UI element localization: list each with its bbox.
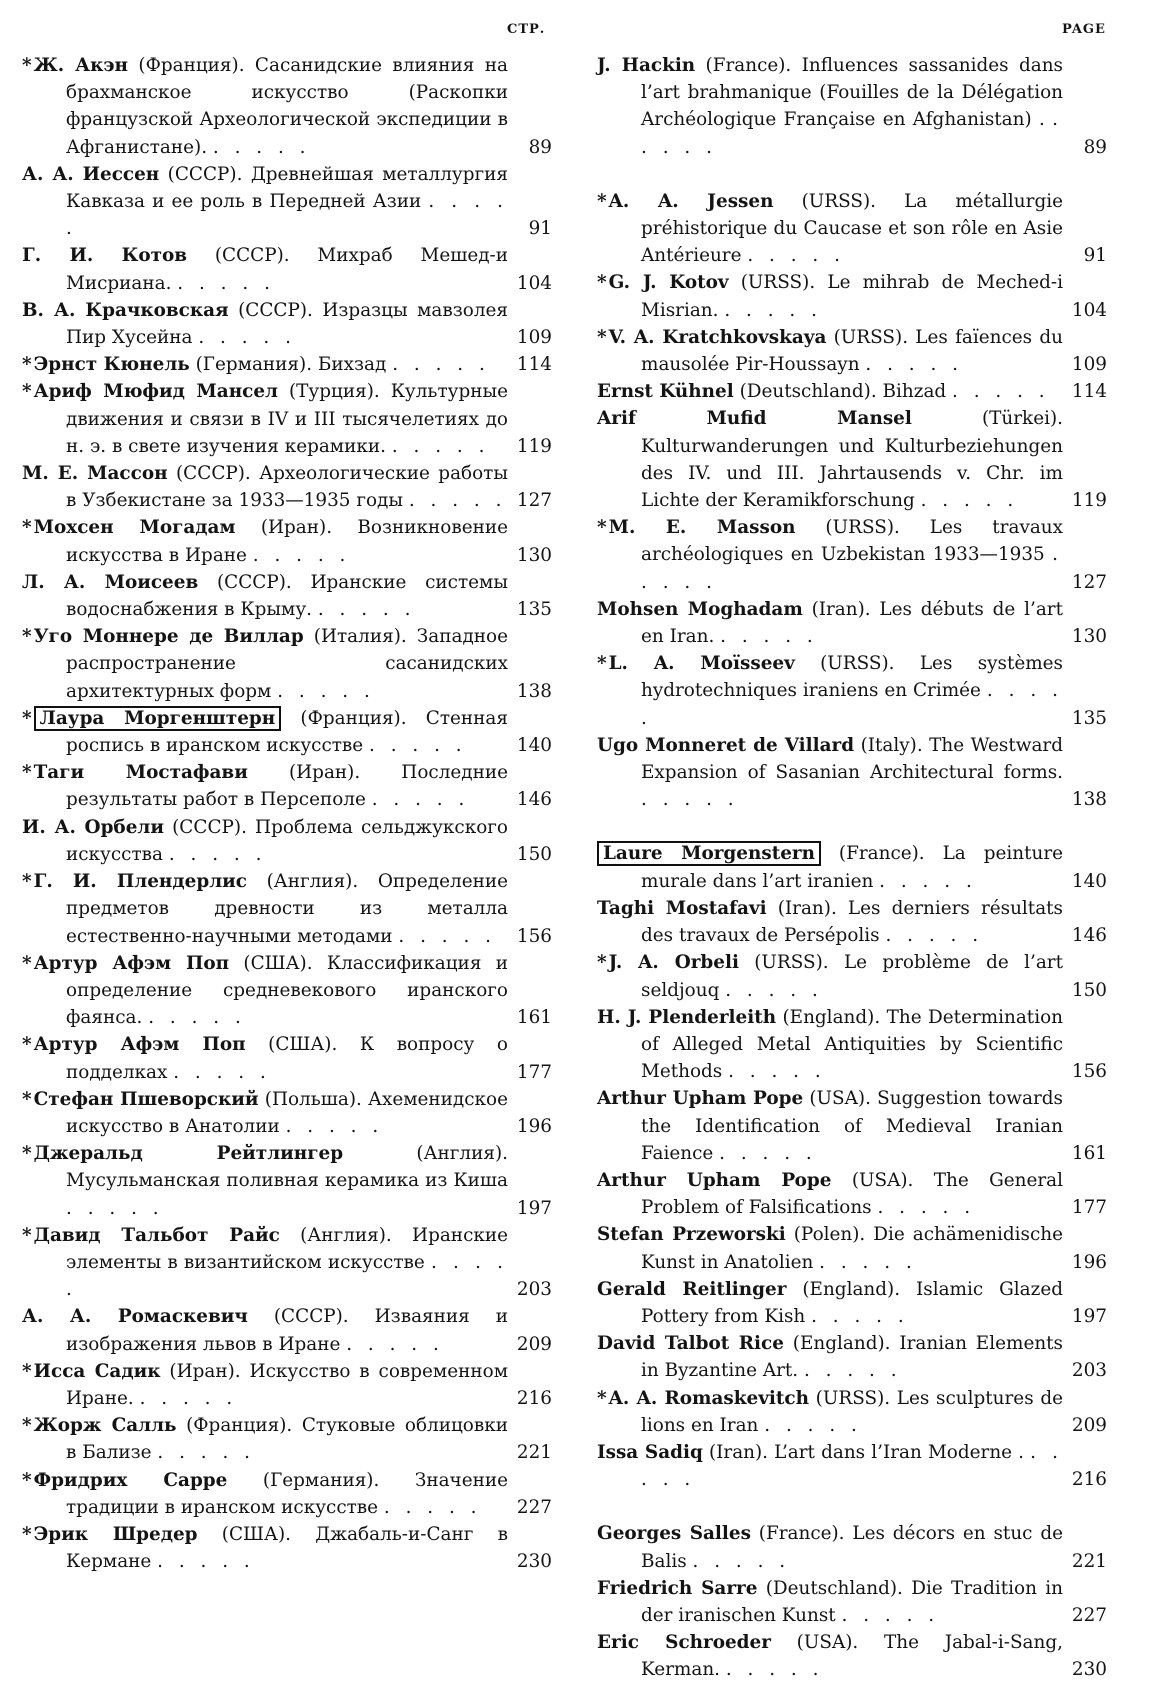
- toc-entry: [597, 269, 1107, 323]
- toc-entry: [22, 52, 552, 161]
- entry-page-number: 221: [516, 1442, 552, 1464]
- entry-page-number: 130: [516, 544, 552, 566]
- entry-author-name: J. Hackin: [597, 55, 696, 76]
- entry-star-mark: *: [597, 272, 607, 294]
- entry-title-text: (England). Iranian Elements in Byzantine Art.: [641, 1333, 1063, 1382]
- entry-spacer: [597, 161, 1107, 188]
- entry-title-text: (England). Islamic Glazed Pottery from Kish: [641, 1278, 1063, 1327]
- toc-entry: [22, 705, 552, 759]
- toc-entry: [22, 759, 552, 813]
- entry-title-text: (Франция). Стенная роспись в иранском искусстве: [66, 707, 508, 757]
- entry-page-number: 209: [516, 1333, 552, 1355]
- dot-leader: . . . . .: [408, 490, 507, 512]
- entry-star-mark: *: [22, 1360, 32, 1382]
- entry-page-number: 104: [1071, 299, 1107, 321]
- entry-star-mark: *: [597, 517, 607, 539]
- dot-leader: . . . . .: [371, 789, 470, 811]
- entry-title-text: (URSS). Les travaux archéologiques en Uzbekistan 1933—1935: [641, 517, 1064, 566]
- entry-title-text: (Deutschland). Die Tradition in der iranischen Kunst: [641, 1577, 1063, 1626]
- dot-leader: . . . . .: [212, 136, 311, 158]
- entry-title-text: (Iran). Les derniers résultats des travaux de Persépolis: [641, 897, 1063, 947]
- dot-leader: . . . . .: [641, 789, 739, 811]
- entry-page-number: 203: [516, 1279, 552, 1301]
- toc-entry: [597, 732, 1107, 814]
- entry-page-number: 109: [516, 327, 552, 349]
- toc-entry: [22, 1031, 552, 1085]
- toc-entry: [597, 1167, 1107, 1221]
- toc-entry: [22, 1412, 552, 1466]
- entry-author-name: Eric Schroeder: [597, 1632, 771, 1654]
- entry-author-name: А. А. Ромаскевич: [22, 1306, 248, 1328]
- entry-author-name: Gerald Reitlinger: [597, 1278, 787, 1300]
- toc-entry: [597, 1221, 1107, 1275]
- toc-entry: [22, 1303, 552, 1357]
- toc-entry: [597, 1629, 1107, 1683]
- entry-title-text: (Франция). Стуковые облицовки в Бализе: [66, 1415, 508, 1464]
- entry-page-number: 221: [1071, 1550, 1107, 1572]
- entry-star-mark: *: [22, 1034, 32, 1056]
- entry-star-mark: *: [22, 1088, 32, 1110]
- entry-star-mark: *: [597, 326, 607, 348]
- entry-title-text: (Польша). Ахеменидское искусство в Анатолии: [66, 1088, 508, 1137]
- entry-title-text: (Англия). Иранские элементы в византийском искусстве: [66, 1224, 508, 1273]
- dot-leader: . . . . .: [719, 1142, 817, 1164]
- entry-title-text: (USA). The General Problem of Falsifications: [641, 1169, 1064, 1219]
- entry-page-number: 146: [1071, 925, 1107, 947]
- toc-entry: [22, 297, 552, 351]
- entry-author-name: Л. А. Моисеев: [22, 571, 199, 593]
- entry-star-mark: *: [22, 354, 32, 376]
- entry-title-text: (Германия). Значение традиции в иранском искусстве: [66, 1469, 508, 1518]
- toc-entry: [22, 1086, 552, 1140]
- entry-title-text: (France). Les décors en stuc de Balis: [641, 1523, 1063, 1572]
- entry-author-name: Джеральд Рейтлингер: [33, 1143, 344, 1165]
- entry-author-name: Давид Тальбот Райс: [33, 1224, 280, 1246]
- entry-title-text: (Иран). Возникновение искусства в Иране: [66, 517, 508, 566]
- toc-entry: [22, 1222, 552, 1304]
- dot-leader: . . . . .: [391, 435, 490, 457]
- toc-entry: [597, 895, 1107, 949]
- toc-entry: [22, 868, 552, 950]
- dot-leader: . . . . .: [725, 1659, 824, 1681]
- entry-page-number: 91: [1083, 245, 1107, 267]
- entry-page-number: 135: [516, 599, 552, 621]
- dot-leader: . . . . .: [177, 272, 275, 294]
- russian-page-header: СТР.: [507, 22, 546, 37]
- entry-author-name: Мохсен Могадам: [33, 517, 236, 539]
- dot-leader: . . . . .: [865, 354, 964, 376]
- entry-page-number: 91: [528, 218, 552, 240]
- dot-leader: . . . . .: [879, 870, 977, 892]
- entry-page-number: 109: [1071, 354, 1107, 376]
- dot-leader: . . . . .: [157, 1442, 256, 1464]
- entry-page-number: 140: [1071, 870, 1107, 892]
- entry-page-number: 138: [516, 680, 552, 702]
- dot-leader: . . . . .: [277, 680, 375, 702]
- entry-author-name: Ариф Мюфид Мансел: [33, 381, 279, 403]
- entry-title-text: (URSS). La métallurgie préhistorique du Caucase et son rôle en Asie Antérieure: [641, 190, 1063, 267]
- russian-entries: [22, 52, 552, 1575]
- toc-entry: [22, 569, 552, 623]
- toc-entry: [22, 623, 552, 705]
- entry-star-mark: *: [22, 55, 32, 76]
- dot-leader: . . . . .: [764, 1414, 862, 1436]
- entry-author-name: A. A. Jessen: [608, 190, 774, 212]
- entry-page-number: 150: [516, 843, 552, 865]
- dot-leader: . . . . .: [952, 381, 1050, 403]
- dot-leader: . . . . .: [157, 1551, 255, 1573]
- entry-title-text: (USA). The Jabal-i-Sang, Kerman.: [641, 1632, 1063, 1681]
- entry-star-mark: *: [22, 1415, 32, 1437]
- toc-entry: [597, 514, 1107, 596]
- entry-title-text: (СССР). Древнейшая металлургия Кавказа и ее роль в Передней Азии: [66, 163, 509, 213]
- entry-page-number: 161: [1071, 1142, 1107, 1164]
- dot-leader: . . . . .: [139, 1387, 238, 1409]
- dot-leader: . . . . .: [720, 626, 818, 648]
- dot-leader: . . . . .: [148, 1007, 246, 1029]
- toc-entry: [597, 324, 1107, 378]
- entry-title-text: (URSS). Les systèmes hydrotechniques iraniens en Crimée: [641, 653, 1063, 702]
- entry-author-name: Arthur Upham Pope: [597, 1169, 832, 1191]
- entry-author-name: Фридрих Сарре: [33, 1469, 228, 1491]
- entry-author-name: J. A. Orbeli: [608, 952, 739, 974]
- entry-author-name: Mohsen Moghadam: [597, 598, 803, 620]
- foreign-page-header: PAGE: [1062, 22, 1106, 37]
- toc-entry: [22, 460, 552, 514]
- entry-author-name: Стефан Пшеворский: [33, 1088, 259, 1110]
- entry-page-number: 209: [1071, 1414, 1107, 1436]
- entry-spacer: [597, 1493, 1107, 1520]
- entry-author-name: Stefan Przeworski: [597, 1224, 786, 1246]
- dot-leader: . . . . .: [728, 1061, 826, 1083]
- entry-author-name: Ж. Акэн: [33, 55, 129, 76]
- entry-page-number: 177: [516, 1061, 552, 1083]
- entry-title-text: (США). Классификация и определение средневекового иранского фаянса.: [66, 952, 508, 1029]
- entry-title-text: (Iran). L’art dans l’Iran Moderne .: [702, 1441, 1031, 1463]
- entry-title-text: (Polen). Die achämenidische Kunst in Anatolien: [641, 1224, 1064, 1273]
- dot-leader: . . . . .: [877, 1197, 976, 1219]
- entry-title-text: (France). Influences sassanides dans l’art brahmanique (Fouilles de la Délégation Archéologique Française en Afghanistan) .: [641, 55, 1063, 131]
- entry-author-name: A. A. Romaskevitch: [608, 1387, 809, 1409]
- toc-entry: [597, 1330, 1107, 1384]
- entry-author-name: Georges Salles: [597, 1523, 751, 1545]
- dot-leader: . . . . .: [641, 109, 1063, 158]
- entry-title-text: (URSS). Les faïences du mausolée Pir-Houssayn: [641, 326, 1063, 376]
- entry-author-name: Артур Афэм Поп: [33, 952, 230, 974]
- toc-entry: [22, 1467, 552, 1521]
- entry-author-name: H. J. Plenderleith: [597, 1006, 777, 1028]
- entry-author-name: Г. И. Плендерлис: [33, 871, 247, 893]
- entry-page-number: 127: [1071, 571, 1107, 593]
- entry-author-name: Arthur Upham Pope: [597, 1088, 804, 1110]
- entry-title-text: (СССР). Изразцы мавзолея Пир Хусейна: [66, 299, 509, 349]
- dot-leader: . . . . .: [66, 1251, 509, 1301]
- entry-page-number: 203: [1071, 1360, 1107, 1382]
- entry-author-name: И. А. Орбели: [22, 816, 164, 838]
- entry-page-number: 196: [516, 1115, 552, 1137]
- toc-entry: [22, 242, 552, 296]
- entry-author-name: V. A. Kratchkovskaya: [608, 326, 827, 348]
- entry-title-text: (СССР). Михраб Мешед-и Мисриана.: [66, 245, 508, 294]
- entry-author-name: Исса Садик: [33, 1360, 161, 1382]
- entry-star-mark: *: [22, 626, 32, 648]
- entry-title-text: (Иран). Последние результаты работ в Персеполе: [66, 762, 508, 811]
- toc-entry: [597, 1004, 1107, 1086]
- entry-author-name: Arif Mufid Mansel: [597, 408, 912, 430]
- entry-author-name: Г. И. Котов: [22, 245, 188, 267]
- toc-entry: [597, 378, 1107, 405]
- entry-author-name: Лаура Моргенштерн: [34, 706, 282, 731]
- entry-page-number: 114: [516, 354, 552, 376]
- entry-title-text: (Германия). Бихзад: [189, 354, 393, 376]
- entry-title-text: (СССР). Археологические работы в Узбекистане за 1933—1935 годы: [66, 463, 508, 512]
- toc-entry: [597, 949, 1107, 1003]
- entry-page-number: 140: [516, 735, 552, 757]
- toc-entry: [22, 1140, 552, 1222]
- entry-star-mark: *: [22, 1224, 32, 1246]
- entry-page-number: 156: [1071, 1061, 1107, 1083]
- entry-author-name: Taghi Mostafavi: [597, 897, 767, 919]
- entry-star-mark: *: [22, 762, 32, 784]
- toc-entry: [597, 650, 1107, 732]
- dot-leader: . . . . .: [692, 1550, 791, 1572]
- entry-page-number: 127: [516, 490, 552, 512]
- entry-page-number: 161: [516, 1007, 552, 1029]
- entry-author-name: Артур Афэм Поп: [33, 1034, 246, 1056]
- dot-leader: . . . . .: [398, 925, 497, 947]
- entry-author-name: Жорж Салль: [33, 1415, 177, 1437]
- toc-entry: [22, 351, 552, 378]
- entry-star-mark: *: [22, 1469, 32, 1491]
- dot-leader: . . . . .: [803, 1360, 902, 1382]
- entry-title-text: (СССР). Проблема сельджукского искусства: [66, 816, 508, 865]
- foreign-entries: [597, 52, 1107, 1684]
- entry-title-text: (Иран). Искусство в современном Иране.: [66, 1360, 509, 1409]
- entry-title-text: (Англия). Мусульманская поливная керамика из Киша: [66, 1143, 508, 1192]
- toc-entry: [22, 378, 552, 460]
- entry-star-mark: *: [597, 1387, 607, 1409]
- entry-page-number: 114: [1071, 381, 1107, 403]
- dot-leader: . . . . .: [920, 490, 1019, 512]
- toc-entry: [22, 814, 552, 868]
- entry-author-name: А. А. Иессен: [22, 163, 160, 185]
- entry-title-text: (Франция). Сасанидские влияния на брахманское искусство (Раскопки французской Археологической экспедиции в Афганистане).: [66, 55, 508, 158]
- entry-author-name: Эрик Шредер: [33, 1523, 198, 1545]
- entry-page-number: 146: [516, 789, 552, 811]
- entry-title-text: (Italy). The Westward Expansion of Sasanian Architectural forms.: [641, 734, 1063, 784]
- entry-star-mark: *: [22, 952, 32, 974]
- dot-leader: . . . . .: [641, 544, 1063, 593]
- entry-star-mark: *: [22, 1523, 32, 1545]
- entry-title-text: (США). К вопросу о подделках: [66, 1034, 508, 1083]
- entry-title-text: (СССР). Изваяния и изображения львов в Иране: [66, 1306, 508, 1355]
- entry-page-number: 230: [1071, 1659, 1107, 1681]
- entry-star-mark: *: [597, 190, 607, 212]
- entry-page-number: 156: [516, 925, 552, 947]
- entry-title-text: (England). The Determination of Alleged Metal Antiquities by Scientific Methods: [641, 1006, 1063, 1083]
- entry-title-text: (USA). Suggestion towards the Identification of Medieval Iranian Faience: [641, 1088, 1063, 1164]
- entry-page-number: 216: [516, 1387, 552, 1409]
- toc-entry: [597, 840, 1107, 894]
- toc-entry: [597, 1085, 1107, 1167]
- entry-page-number: 197: [516, 1197, 552, 1219]
- entry-title-text: (France). La peinture murale dans l’art iranien: [641, 843, 1063, 892]
- dot-leader: . . . . .: [747, 245, 845, 267]
- entry-star-mark: *: [22, 517, 32, 539]
- entry-page-number: 196: [1071, 1251, 1107, 1273]
- entry-author-name: Эрнст Кюнель: [33, 354, 190, 376]
- entry-page-number: 197: [1071, 1305, 1107, 1327]
- entry-star-mark: *: [22, 707, 32, 729]
- entry-page-number: 89: [528, 136, 552, 158]
- entry-star-mark: *: [22, 381, 32, 403]
- toc-entry: [597, 1385, 1107, 1439]
- entry-title-text: (Deutschland). Bihzad: [733, 381, 953, 403]
- entry-author-name: Таги Мостафави: [33, 762, 248, 784]
- dot-leader: . . . . .: [383, 1496, 482, 1518]
- entry-author-name: М. Е. Массон: [22, 463, 168, 485]
- dot-leader: . . . . .: [285, 1115, 384, 1137]
- entry-page-number: 150: [1071, 979, 1107, 1001]
- toc-entry: [22, 161, 552, 243]
- toc-entry: [597, 1439, 1107, 1493]
- entry-star-mark: *: [22, 871, 32, 893]
- toc-entry: [22, 1521, 552, 1575]
- entry-author-name: Уго Моннере де Виллар: [33, 626, 304, 648]
- dot-leader: . . . . .: [317, 599, 416, 621]
- entry-page-number: 227: [1071, 1604, 1107, 1626]
- entry-author-name: David Talbot Rice: [597, 1333, 784, 1355]
- toc-entry: [22, 1358, 552, 1412]
- dot-leader: . . . . .: [346, 1333, 444, 1355]
- entry-page-number: 130: [1071, 626, 1107, 648]
- entry-page-number: 227: [516, 1496, 552, 1518]
- entry-title-text: (URSS). Le mihrab de Meched-i Misrian.: [641, 272, 1064, 321]
- entry-page-number: 177: [1071, 1197, 1107, 1219]
- entry-title-text: (URSS). Le problème de l’art seldjouq: [641, 952, 1063, 1001]
- dot-leader: . . . . .: [819, 1251, 917, 1273]
- dot-leader: . . . . .: [168, 843, 267, 865]
- entry-author-name: В. А. Крачковская: [22, 299, 229, 321]
- entry-page-number: 89: [1083, 136, 1107, 158]
- toc-entry: [597, 1575, 1107, 1629]
- entry-star-mark: *: [22, 1143, 32, 1165]
- entry-title-text: (Türkei). Kulturwanderungen und Kulturbeziehungen des IV. und III. Jahrtausends v. Chr. im Lichte der Keramikforschung: [641, 408, 1063, 512]
- entry-author-name: Ugo Monneret de Villard: [597, 734, 855, 756]
- dot-leader: . . . . .: [198, 327, 296, 349]
- dot-leader: . . . . .: [724, 299, 822, 321]
- entry-page-number: 104: [516, 272, 552, 294]
- dot-leader: . . . . .: [885, 925, 984, 947]
- entry-title-text: (Англия). Определение предметов древности из металла естественно-научными методами: [66, 871, 508, 947]
- entry-title-text: (URSS). Les sculptures de lions en Iran: [641, 1387, 1063, 1436]
- toc-entry: [597, 405, 1107, 514]
- entry-title-text: (Италия). Западное распространение сасанидских архитектурных форм: [66, 626, 508, 702]
- dot-leader: . . . . .: [641, 680, 1064, 729]
- entry-author-name: Ernst Kühnel: [597, 381, 734, 403]
- dot-leader: . . . . .: [66, 1197, 164, 1219]
- toc-entry: [597, 596, 1107, 650]
- entry-author-name: Laure Morgenstern: [597, 841, 821, 866]
- dot-leader: . . . . .: [369, 735, 467, 757]
- entry-title-text: (Iran). Les débuts de l’art en Iran.: [641, 598, 1063, 648]
- entry-page-number: 138: [1071, 789, 1107, 811]
- entry-author-name: G. J. Kotov: [608, 272, 729, 294]
- toc-entry: [597, 188, 1107, 270]
- dot-leader: . . . . .: [641, 1441, 1063, 1491]
- entry-star-mark: *: [597, 653, 607, 675]
- toc-entry: [597, 1520, 1107, 1574]
- entry-title-text: (СССР). Иранские системы водоснабжения в Крыму.: [66, 571, 508, 621]
- entry-author-name: M. E. Masson: [608, 517, 796, 539]
- entry-page-number: 119: [1071, 490, 1107, 512]
- dot-leader: . . . . .: [392, 354, 490, 376]
- entry-spacer: [597, 813, 1107, 840]
- entry-author-name: L. A. Moïsseev: [608, 653, 795, 675]
- toc-entry: [597, 52, 1107, 161]
- entry-author-name: Issa Sadiq: [597, 1441, 703, 1463]
- dot-leader: . . . . .: [811, 1305, 909, 1327]
- toc-entry: [597, 1276, 1107, 1330]
- dot-leader: . . . . .: [725, 979, 823, 1001]
- entry-title-text: (США). Джабаль-и-Санг в Кермане: [66, 1523, 508, 1573]
- dot-leader: . . . . .: [841, 1604, 940, 1626]
- entry-page-number: 216: [1071, 1469, 1107, 1491]
- entry-title-text: (Турция). Культурные движения и связи в IV и III тысячелетиях до н. э. в свете изучения керамики.: [66, 381, 508, 457]
- dot-leader: . . . . .: [252, 544, 351, 566]
- entry-star-mark: *: [597, 952, 607, 974]
- dot-leader: . . . . .: [66, 191, 509, 240]
- entry-page-number: 119: [516, 435, 552, 457]
- entry-author-name: Friedrich Sarre: [597, 1577, 758, 1599]
- dot-leader: . . . . .: [173, 1061, 271, 1083]
- toc-entry: [22, 950, 552, 1032]
- entry-page-number: 230: [516, 1551, 552, 1573]
- toc-entry: [22, 514, 552, 568]
- entry-page-number: 135: [1071, 707, 1107, 729]
